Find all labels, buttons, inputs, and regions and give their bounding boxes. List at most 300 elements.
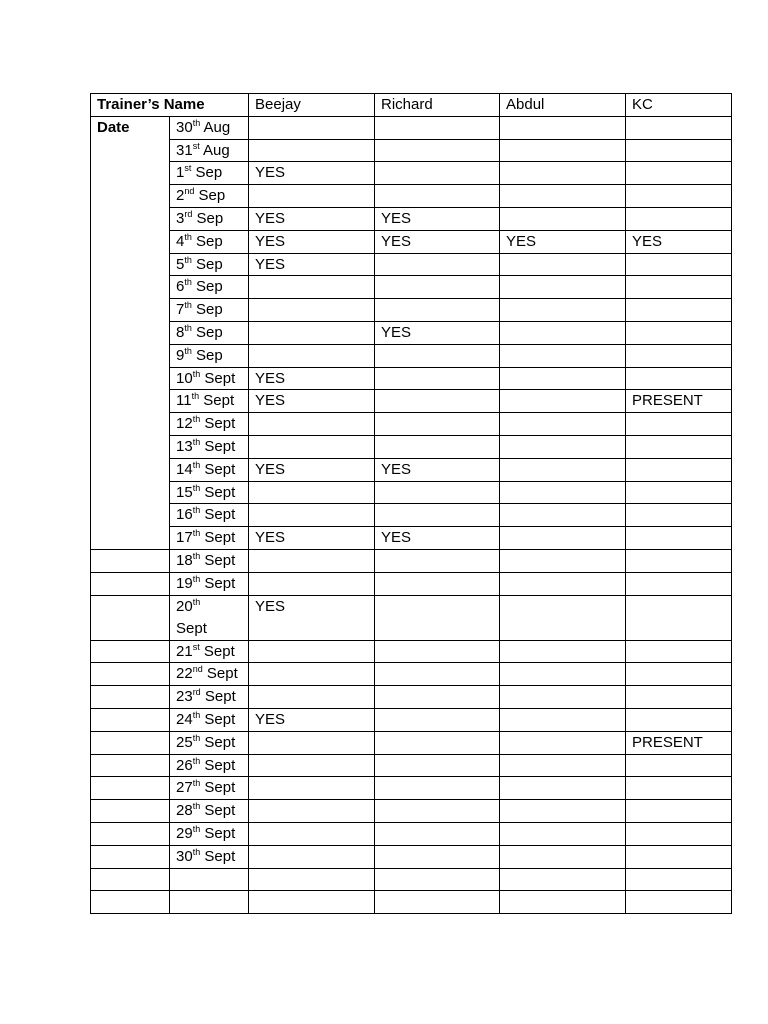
attendance-cell-beejay [249,731,375,754]
attendance-cell-abdul [500,708,626,731]
attendance-cell-kc [626,162,732,185]
date-ordinal-suffix: rd [192,687,201,698]
date-month: Sept [204,847,236,865]
attendance-cell-kc [626,413,732,436]
attendance-cell-kc [626,504,732,527]
date-month: Aug [203,141,230,159]
trainer-header-abdul: Abdul [500,94,626,117]
date-ordinal-suffix: th [192,573,201,584]
date-cell [170,321,249,344]
date-month: Sep [198,187,226,205]
header-row [91,94,732,117]
date-month: Sept [206,665,238,683]
date-cell [170,162,249,185]
attendance-cell-abdul [500,527,626,550]
attendance-cell-abdul [500,185,626,208]
attendance-cell-beejay [249,572,375,595]
attendance-cell-richard [375,116,500,139]
attendance-cell-abdul [500,777,626,800]
attendance-cell-abdul [500,276,626,299]
date-day: 17 [176,529,193,547]
attendance-cell-richard [375,686,500,709]
date-month: Sept [204,824,236,842]
date-ordinal-suffix: th [184,277,192,288]
attendance-cell-richard [375,299,500,322]
attendance-cell-beejay: YES [249,708,375,731]
date-month: Sept [204,506,236,524]
table-row [91,367,732,390]
date-day: 13 [176,437,193,455]
attendance-cell-abdul [500,458,626,481]
empty-label-cell [91,595,170,640]
table-row [91,139,732,162]
empty-label-cell [91,640,170,663]
attendance-cell-abdul [500,139,626,162]
attendance-cell-richard [375,822,500,845]
attendance-cell-richard [375,367,500,390]
attendance-cell-kc [626,435,732,458]
date-day: 14 [176,460,193,478]
attendance-cell-richard [375,344,500,367]
table-row [91,481,732,504]
date-cell [170,891,249,914]
date-day: 25 [176,733,193,751]
date-label-cell: Date [91,116,170,549]
date-cell [170,640,249,663]
table-row [91,435,732,458]
date-cell [170,822,249,845]
table-row [91,504,732,527]
table-row [91,754,732,777]
date-ordinal-suffix: th [192,846,201,857]
table-row [91,390,732,413]
date-day: 31 [176,141,193,159]
table-row [91,230,732,253]
attendance-cell-abdul [500,595,626,640]
date-cell [170,777,249,800]
date-ordinal-suffix: st [184,163,192,174]
attendance-cell-kc [626,549,732,572]
table-row [91,253,732,276]
date-ordinal-suffix: th [184,231,192,242]
attendance-cell-kc [626,481,732,504]
attendance-cell-abdul [500,299,626,322]
table-row [91,595,732,640]
attendance-cell-kc: PRESENT [626,390,732,413]
attendance-cell-kc [626,116,732,139]
attendance-cell-richard [375,595,500,640]
date-ordinal-suffix: th [192,709,201,720]
attendance-cell-abdul [500,413,626,436]
attendance-cell-beejay: YES [249,230,375,253]
date-cell [170,663,249,686]
attendance-cell-abdul [500,321,626,344]
date-ordinal-suffix: th [192,117,201,128]
date-ordinal-suffix: th [184,254,192,265]
attendance-cell-kc [626,640,732,663]
attendance-cell-beejay [249,822,375,845]
date-cell [170,549,249,572]
table-row [91,777,732,800]
date-month: Sep [196,323,223,341]
date-ordinal-suffix: th [192,823,201,834]
date-month: Sept [204,756,236,774]
attendance-cell-richard: YES [375,527,500,550]
attendance-cell-beejay [249,321,375,344]
attendance-cell-abdul [500,549,626,572]
date-day: 19 [176,574,193,592]
attendance-table [90,93,732,914]
date-day: 6 [176,278,185,296]
trainer-header-kc: KC [626,94,732,117]
attendance-cell-beejay [249,549,375,572]
attendance-cell-abdul [500,572,626,595]
date-ordinal-suffix: st [192,140,200,151]
attendance-cell-abdul [500,504,626,527]
date-ordinal-suffix: st [192,641,200,652]
date-cell [170,731,249,754]
attendance-cell-beejay [249,891,375,914]
attendance-cell-kc [626,207,732,230]
date-month: Sept [204,369,236,387]
date-month: Sep [196,232,223,250]
date-cell [170,413,249,436]
attendance-cell-kc [626,344,732,367]
attendance-cell-kc [626,572,732,595]
date-day: 4 [176,232,185,250]
table-row [91,572,732,595]
attendance-cell-kc [626,139,732,162]
table-row [91,663,732,686]
attendance-cell-richard: YES [375,207,500,230]
attendance-cell-kc [626,321,732,344]
date-cell [170,230,249,253]
attendance-cell-kc: YES [626,230,732,253]
date-ordinal-suffix: th [192,414,201,425]
date-ordinal-suffix: th [192,801,201,812]
empty-label-cell [91,731,170,754]
date-month: Sep [196,346,223,364]
attendance-cell-beejay: YES [249,207,375,230]
attendance-cell-kc [626,777,732,800]
date-cell [170,253,249,276]
attendance-cell-kc [626,754,732,777]
trainer-header-beejay: Beejay [249,94,375,117]
date-cell [170,367,249,390]
attendance-cell-abdul: YES [500,230,626,253]
attendance-cell-kc [626,800,732,823]
empty-label-cell [91,754,170,777]
attendance-cell-beejay: YES [249,162,375,185]
date-cell [170,527,249,550]
table-row [91,686,732,709]
attendance-cell-beejay [249,686,375,709]
attendance-cell-abdul [500,640,626,663]
attendance-cell-richard [375,891,500,914]
date-cell [170,139,249,162]
attendance-cell-beejay [249,299,375,322]
date-month: Sept [204,733,236,751]
attendance-cell-beejay [249,754,375,777]
attendance-cell-kc [626,458,732,481]
attendance-cell-beejay: YES [249,253,375,276]
attendance-cell-richard: YES [375,230,500,253]
attendance-cell-richard: YES [375,458,500,481]
table-row [91,321,732,344]
attendance-cell-richard [375,777,500,800]
date-ordinal-suffix: th [192,482,201,493]
table-row [91,185,732,208]
attendance-cell-richard [375,868,500,891]
table-row [91,868,732,891]
date-ordinal-suffix: rd [184,208,193,219]
table-row [91,822,732,845]
attendance-cell-richard [375,413,500,436]
attendance-cell-kc [626,367,732,390]
date-month: Sept [204,710,236,728]
attendance-cell-kc [626,891,732,914]
date-month: Sept [204,802,236,820]
attendance-cell-abdul [500,344,626,367]
date-cell [170,207,249,230]
table-row [91,891,732,914]
date-ordinal-suffix: th [192,528,201,539]
date-ordinal-suffix: nd [184,186,195,197]
date-month: Sept [204,460,236,478]
date-ordinal-suffix: nd [192,664,203,675]
attendance-cell-beejay: YES [249,458,375,481]
date-cell [170,595,249,640]
attendance-cell-abdul [500,686,626,709]
date-month: Sep [196,301,223,319]
attendance-cell-kc [626,299,732,322]
date-month: Sept [204,574,236,592]
date-cell [170,754,249,777]
date-month: Sept [204,779,236,797]
date-day: 24 [176,710,193,728]
attendance-cell-abdul [500,253,626,276]
date-month: Sept [204,483,236,501]
table-row [91,800,732,823]
attendance-cell-richard [375,276,500,299]
date-day: 3 [176,209,185,227]
empty-label-cell [91,708,170,731]
date-day: 23 [176,688,193,706]
attendance-cell-abdul [500,207,626,230]
attendance-table-body [91,94,732,914]
attendance-cell-richard [375,504,500,527]
date-cell [170,868,249,891]
attendance-cell-kc [626,708,732,731]
attendance-cell-beejay [249,845,375,868]
date-month: Sep [196,209,224,227]
attendance-cell-richard: YES [375,321,500,344]
attendance-cell-beejay [249,344,375,367]
date-ordinal-suffix: th [192,368,201,379]
attendance-cell-abdul [500,845,626,868]
attendance-cell-richard [375,549,500,572]
attendance-cell-abdul [500,868,626,891]
attendance-cell-kc [626,686,732,709]
attendance-cell-beejay [249,185,375,208]
table-row [91,162,732,185]
date-day: 8 [176,323,185,341]
date-ordinal-suffix: th [184,322,192,333]
empty-label-cell [91,822,170,845]
date-ordinal-suffix: th [192,505,201,516]
date-cell [170,390,249,413]
empty-label-cell [91,868,170,891]
date-month: Sept [204,529,236,547]
attendance-cell-richard [375,572,500,595]
trainer-header-richard: Richard [375,94,500,117]
attendance-cell-richard [375,139,500,162]
attendance-cell-beejay: YES [249,527,375,550]
table-row [91,640,732,663]
date-ordinal-suffix: th [192,459,201,470]
date-day: 30 [176,118,193,136]
attendance-cell-abdul [500,731,626,754]
date-ordinal-suffix: th [192,550,201,561]
table-row [91,527,732,550]
date-ordinal-suffix: th [184,300,192,311]
table-row [91,299,732,322]
date-cell [170,299,249,322]
date-day: 11 [176,392,192,410]
date-day: 18 [176,551,193,569]
attendance-cell-kc [626,663,732,686]
table-row [91,731,732,754]
empty-label-cell [91,663,170,686]
empty-label-cell [91,777,170,800]
date-cell [170,800,249,823]
date-cell [170,435,249,458]
date-cell [170,116,249,139]
date-month: Sept [204,437,236,455]
attendance-cell-beejay [249,504,375,527]
attendance-cell-abdul [500,481,626,504]
date-day: 29 [176,824,193,842]
date-cell [170,504,249,527]
date-day: 7 [176,301,185,319]
empty-label-cell [91,572,170,595]
empty-label-cell [91,800,170,823]
date-month: Sept [176,619,207,637]
date-ordinal-suffix: th [184,345,192,356]
attendance-cell-kc [626,868,732,891]
date-month: Aug [203,118,231,136]
attendance-cell-kc [626,253,732,276]
date-ordinal-suffix: th [192,436,201,447]
attendance-cell-abdul [500,800,626,823]
attendance-cell-richard [375,390,500,413]
table-row [91,708,732,731]
date-day: 28 [176,802,193,820]
trainers-name-header: Trainer’s Name [91,94,249,117]
date-day: 22 [176,665,193,683]
date-day: 10 [176,369,193,387]
attendance-cell-abdul [500,162,626,185]
date-day: 1 [176,164,185,182]
attendance-cell-richard [375,663,500,686]
attendance-cell-beejay [249,481,375,504]
table-row [91,845,732,868]
date-ordinal-suffix: th [192,596,201,607]
date-month: Sept [203,392,235,410]
attendance-cell-richard [375,731,500,754]
attendance-cell-beejay [249,139,375,162]
attendance-cell-richard [375,162,500,185]
date-day: 16 [176,506,193,524]
attendance-cell-kc [626,276,732,299]
attendance-cell-beejay [249,413,375,436]
date-day: 15 [176,483,193,501]
attendance-cell-richard [375,435,500,458]
empty-label-cell [91,845,170,868]
attendance-cell-beejay [249,663,375,686]
attendance-cell-abdul [500,367,626,390]
attendance-cell-beejay [249,116,375,139]
date-month: Sept [204,415,236,433]
date-day: 2 [176,187,185,205]
date-cell [170,276,249,299]
attendance-cell-kc [626,185,732,208]
date-cell [170,458,249,481]
date-month: Sep [195,164,223,182]
attendance-cell-beejay [249,640,375,663]
attendance-cell-abdul [500,663,626,686]
date-day: 20 [176,597,193,615]
date-ordinal-suffix: th [191,391,200,402]
attendance-cell-richard [375,845,500,868]
date-cell [170,185,249,208]
attendance-cell-beejay [249,276,375,299]
attendance-cell-richard [375,800,500,823]
attendance-cell-abdul [500,891,626,914]
attendance-cell-beejay [249,800,375,823]
date-month: Sept [204,688,236,706]
attendance-cell-abdul [500,435,626,458]
attendance-cell-beejay [249,777,375,800]
date-day: 27 [176,779,193,797]
date-day: 30 [176,847,193,865]
attendance-cell-richard [375,481,500,504]
date-day: 26 [176,756,193,774]
date-cell [170,708,249,731]
date-month: Sept [204,551,236,569]
date-cell [170,481,249,504]
attendance-cell-richard [375,185,500,208]
date-ordinal-suffix: th [192,778,201,789]
date-day: 9 [176,346,185,364]
attendance-cell-richard [375,708,500,731]
attendance-cell-kc [626,822,732,845]
attendance-cell-kc [626,527,732,550]
table-row [91,344,732,367]
table-row [91,413,732,436]
date-ordinal-suffix: th [192,732,201,743]
date-day: 12 [176,415,193,433]
attendance-cell-beejay [249,435,375,458]
table-row [91,549,732,572]
attendance-cell-kc: PRESENT [626,731,732,754]
attendance-cell-abdul [500,754,626,777]
table-row [91,116,732,139]
date-month: Sep [196,278,223,296]
empty-label-cell [91,891,170,914]
date-day: 21 [176,642,193,660]
date-day: 5 [176,255,185,273]
